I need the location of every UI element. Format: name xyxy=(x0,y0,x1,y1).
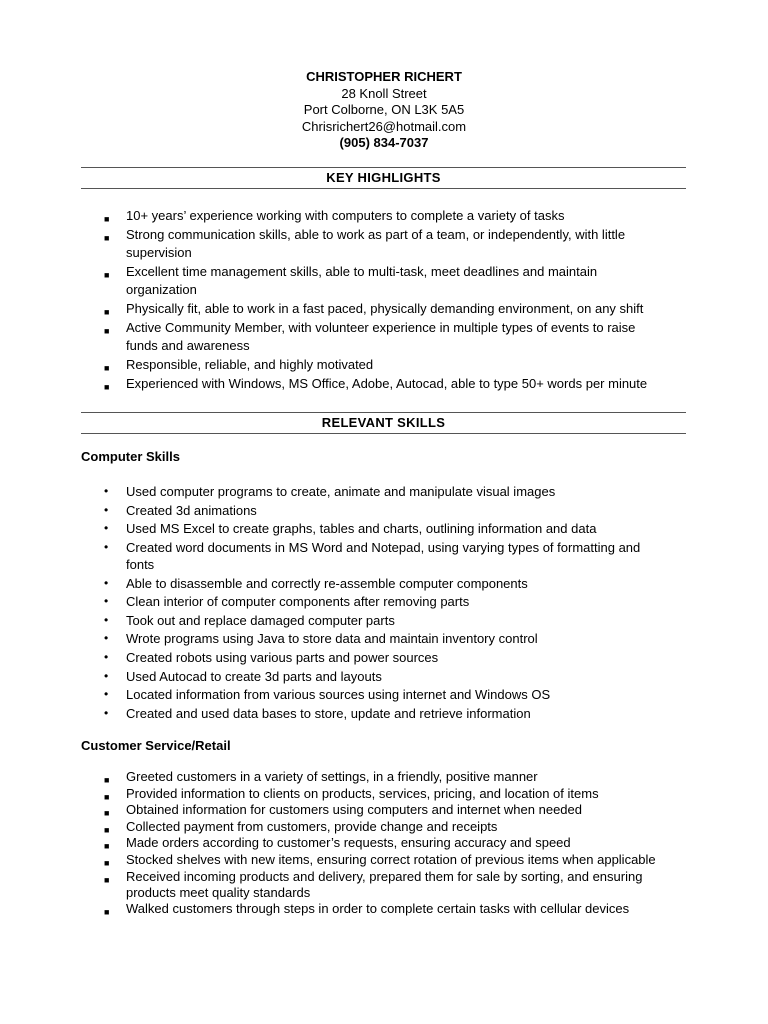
square-bullet-icon: ■ xyxy=(104,841,110,852)
square-bullet-icon: ■ xyxy=(104,824,110,835)
round-bullet-icon: • xyxy=(104,612,109,627)
list-item: • Took out and replace damaged computer parts xyxy=(104,612,395,628)
square-bullet-icon: ■ xyxy=(104,857,110,868)
round-bullet-icon: • xyxy=(104,521,109,536)
list-item: ■ Made orders according to customer’s requests, ensuring accuracy and speed xyxy=(0,835,660,851)
computer-skills-list xyxy=(0,483,660,724)
square-bullet-icon: ■ xyxy=(104,307,110,317)
round-bullet-icon: • xyxy=(104,668,109,683)
square-bullet-icon: ■ xyxy=(104,214,110,224)
phone-number: (905) 834-7037 xyxy=(339,135,429,150)
list-item: • Clean interior of computer components after removing parts xyxy=(104,594,470,610)
square-bullet-icon: ■ xyxy=(104,382,110,392)
square-bullet-icon: ■ xyxy=(104,808,110,819)
square-bullet-icon: ■ xyxy=(104,270,110,280)
list-item: ■ 10+ years’ experience working with computers to complete a variety of tasks xyxy=(0,207,660,225)
contact-header xyxy=(0,69,768,152)
round-bullet-icon: • xyxy=(104,687,109,702)
round-bullet-icon: • xyxy=(104,502,109,517)
computer-skills-heading: Computer Skills xyxy=(81,449,180,464)
list-item: ■ Experienced with Windows, MS Office, Adobe, Autocad, able to type 50+ words per minute xyxy=(0,375,660,393)
list-item: ■ Physically fit, able to work in a fast paced, physically demanding environment, on any shift xyxy=(0,300,660,318)
round-bullet-icon: • xyxy=(104,594,109,609)
list-item: ■ Excellent time management skills, able to multi-task, meet deadlines and maintain organization xyxy=(104,264,598,297)
list-item: • Wrote programs using Java to store data and maintain inventory control xyxy=(104,631,538,647)
list-item: ■ Collected payment from customers, provide change and receipts xyxy=(0,819,660,835)
street-address: 28 Knoll Street xyxy=(341,85,427,101)
list-item: ■ Strong communication skills, able to work as part of a team, or independently, with little supervision xyxy=(104,227,626,260)
list-item: ■ Provided information to clients on products, services, pricing, and location of items xyxy=(0,786,660,802)
list-item: ■ Active Community Member, with volunteer experience in multiple types of events to raise funds and awareness xyxy=(104,320,636,353)
list-item: • Located information from various sources using internet and Windows OS xyxy=(104,687,551,703)
candidate-name: CHRISTOPHER RICHERT xyxy=(306,69,462,84)
list-item: ■ Responsible, reliable, and highly motivated xyxy=(0,356,660,374)
square-bullet-icon: ■ xyxy=(104,907,110,918)
round-bullet-icon: • xyxy=(104,706,109,721)
square-bullet-icon: ■ xyxy=(104,791,110,802)
square-bullet-icon: ■ xyxy=(104,775,110,785)
round-bullet-icon: • xyxy=(104,484,109,498)
email-address: Chrisrichert26@hotmail.com xyxy=(301,118,467,134)
list-item: ■ Walked customers through steps in order to complete certain tasks with cellular devices xyxy=(0,901,660,917)
relevant-skills-heading: RELEVANT SKILLS xyxy=(81,412,686,434)
list-item: ■ Stocked shelves with new items, ensuring correct rotation of previous items when applicable xyxy=(0,852,660,868)
list-item: • Able to disassemble and correctly re-assemble computer components xyxy=(104,575,528,591)
list-item: • Used MS Excel to create graphs, tables and charts, outlining information and data xyxy=(104,521,597,537)
list-item: ■ Obtained information for customers using computers and internet when needed xyxy=(0,802,660,818)
list-item: ■ Greeted customers in a variety of settings, in a friendly, positive manner xyxy=(0,769,660,785)
city-postal: Port Colborne, ON L3K 5A5 xyxy=(303,102,465,117)
list-item: ■ Received incoming products and delivery, prepared them for sale by sorting, and ensuring products meet quality standards xyxy=(104,868,643,900)
round-bullet-icon: • xyxy=(104,575,109,590)
list-item: • Created robots using various parts and power sources xyxy=(104,650,439,666)
list-item: • Created and used data bases to store, update and retrieve information xyxy=(104,706,531,722)
customer-service-heading: Customer Service/Retail xyxy=(81,738,231,753)
list-item: • Used Autocad to create 3d parts and layouts xyxy=(104,668,382,684)
customer-service-list xyxy=(0,769,660,918)
list-item: • Created word documents in MS Word and Notepad, using varying types of formatting and fonts xyxy=(104,539,641,572)
square-bullet-icon: ■ xyxy=(104,874,110,885)
key-highlights-list xyxy=(0,207,660,394)
list-item: • Created 3d animations xyxy=(104,502,257,518)
square-bullet-icon: ■ xyxy=(104,363,110,373)
round-bullet-icon: • xyxy=(104,539,109,554)
list-item: • Used computer programs to create, animate and manipulate visual images xyxy=(104,484,556,499)
square-bullet-icon: ■ xyxy=(104,326,110,336)
round-bullet-icon: • xyxy=(104,631,109,646)
round-bullet-icon: • xyxy=(104,650,109,665)
key-highlights-heading: KEY HIGHLIGHTS xyxy=(81,167,686,189)
square-bullet-icon: ■ xyxy=(104,233,110,243)
